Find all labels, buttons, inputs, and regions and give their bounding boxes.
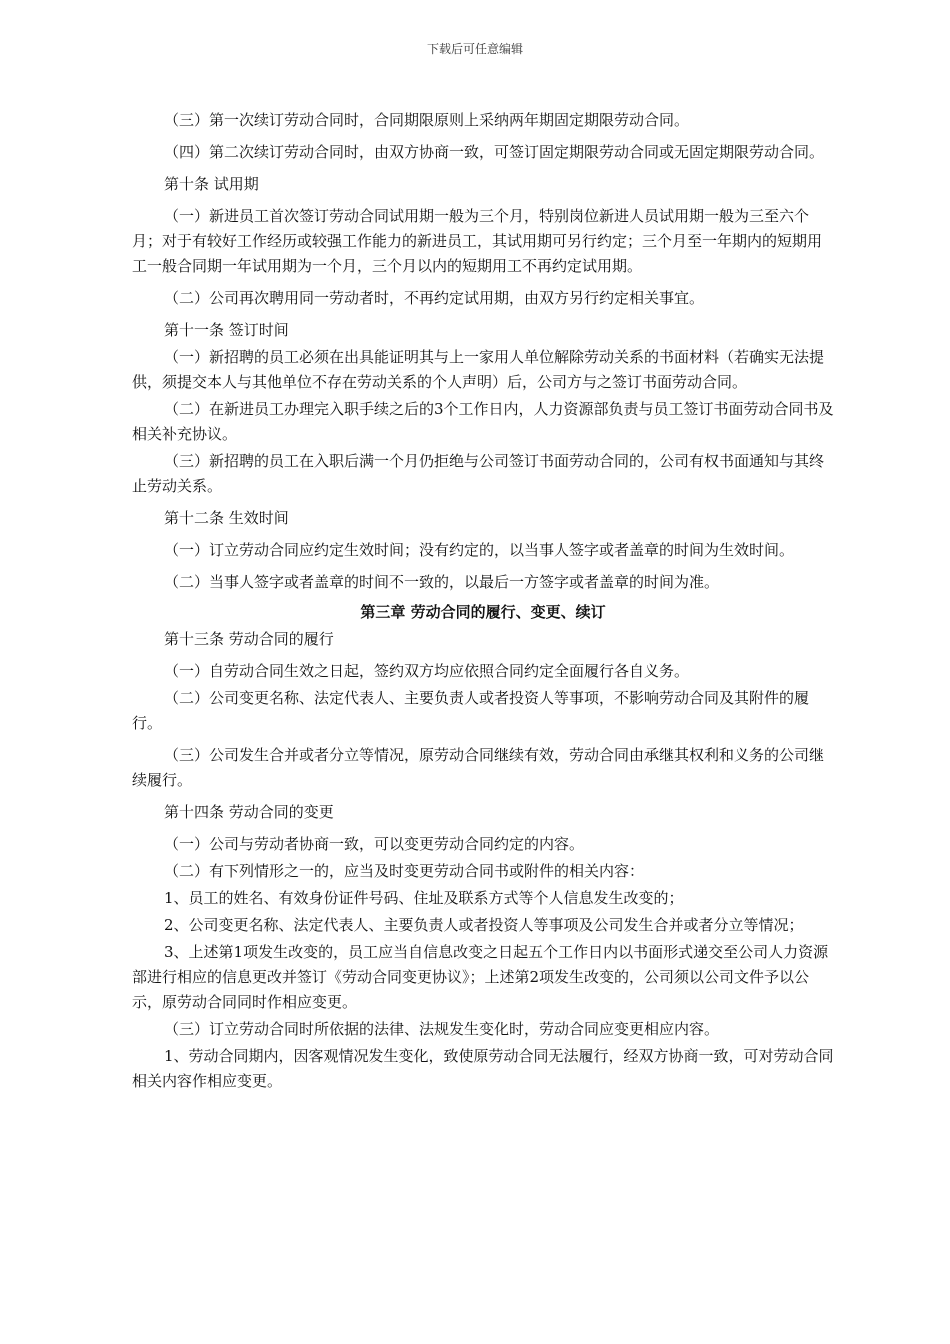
list-item: 2、公司变更名称、法定代表人、主要负责人或者投资人等事项及公司发生合并或者分立等情况；: [164, 916, 804, 934]
paragraph: （二）当事人签字或者盖章的时间不一致的，以最后一方签字或者盖章的时间为准。: [164, 573, 720, 591]
article-heading: 第十条 试用期: [164, 175, 259, 193]
paragraph: （四）第二次续订劳动合同时，由双方协商一致，可签订固定期限劳动合同或无固定期限劳动合同。: [164, 143, 825, 161]
paragraph: （三）第一次续订劳动合同时，合同期限原则上采纳两年期固定期限劳动合同。: [164, 111, 690, 129]
article-heading: 第十二条 生效时间: [164, 509, 289, 527]
list-item: 1、劳动合同期内，因客观情况发生变化，致使原劳动合同无法履行，经双方协商一致，可对劳动合同相关内容作相应变更。: [132, 1047, 834, 1090]
paragraph: （二）公司变更名称、法定代表人、主要负责人或者投资人等事项，不影响劳动合同及其附件的履行。: [132, 689, 810, 732]
paragraph: （二）在新进员工办理完入职手续之后的3个工作日内，人力资源部负责与员工签订书面劳动合同书及相关补充协议。: [132, 400, 834, 443]
list-item: 1、员工的姓名、有效身份证件号码、住址及联系方式等个人信息发生改变的；: [164, 889, 684, 907]
paragraph: （一）新招聘的员工必须在出具能证明其与上一家用人单位解除劳动关系的书面材料（若确实无法提供，须提交本人与其他单位不存在劳动关系的个人声明）后，公司方与之签订书面劳动合同。: [132, 348, 825, 391]
paragraph: （三）公司发生合并或者分立等情况，原劳动合同继续有效，劳动合同由承继其权利和义务的公司继续履行。: [132, 746, 825, 789]
article-heading: 第十三条 劳动合同的履行: [164, 630, 334, 648]
paragraph: （一）订立劳动合同应约定生效时间；没有约定的，以当事人签字或者盖章的时间为生效时间。: [164, 541, 795, 559]
page-header: 下载后可任意编辑: [426, 42, 523, 56]
paragraph: （二）公司再次聘用同一劳动者时，不再约定试用期，由双方另行约定相关事宜。: [164, 289, 705, 307]
document-body: [132, 108, 834, 1094]
paragraph: （二）有下列情形之一的，应当及时变更劳动合同书或附件的相关内容：: [164, 862, 645, 880]
list-item: 3、上述第1项发生改变的，员工应当自信息改变之日起五个工作日内以书面形式递交至公司人力资源部进行相应的信息更改并签订《劳动合同变更协议》；上述第2项发生改变的，公司须以公司文件予以公示，原劳动合同同时作相应变更。: [132, 943, 829, 1011]
article-heading: 第十四条 劳动合同的变更: [164, 803, 334, 821]
paragraph: （一）新进员工首次签订劳动合同试用期一般为三个月，特别岗位新进人员试用期一般为三至六个月；对于有较好工作经历或较强工作能力的新进员工，其试用期可另行约定；三个月至一年期内的短期用工一般合同期一年试用期为一个月，三个月以内的短期用工不再约定试用期。: [132, 207, 823, 275]
paragraph: （三）新招聘的员工在入职后满一个月仍拒绝与公司签订书面劳动合同的，公司有权书面通知与其终止劳动关系。: [132, 452, 825, 495]
chapter-heading: 第三章 劳动合同的履行、变更、续订: [360, 603, 606, 621]
paragraph: （一）公司与劳动者协商一致，可以变更劳动合同约定的内容。: [164, 835, 585, 853]
paragraph: （三）订立劳动合同时所依据的法律、法规发生变化时，劳动合同应变更相应内容。: [164, 1020, 720, 1038]
paragraph: （一）自劳动合同生效之日起，签约双方均应依照合同约定全面履行各自义务。: [164, 662, 690, 680]
article-heading: 第十一条 签订时间: [164, 321, 289, 339]
